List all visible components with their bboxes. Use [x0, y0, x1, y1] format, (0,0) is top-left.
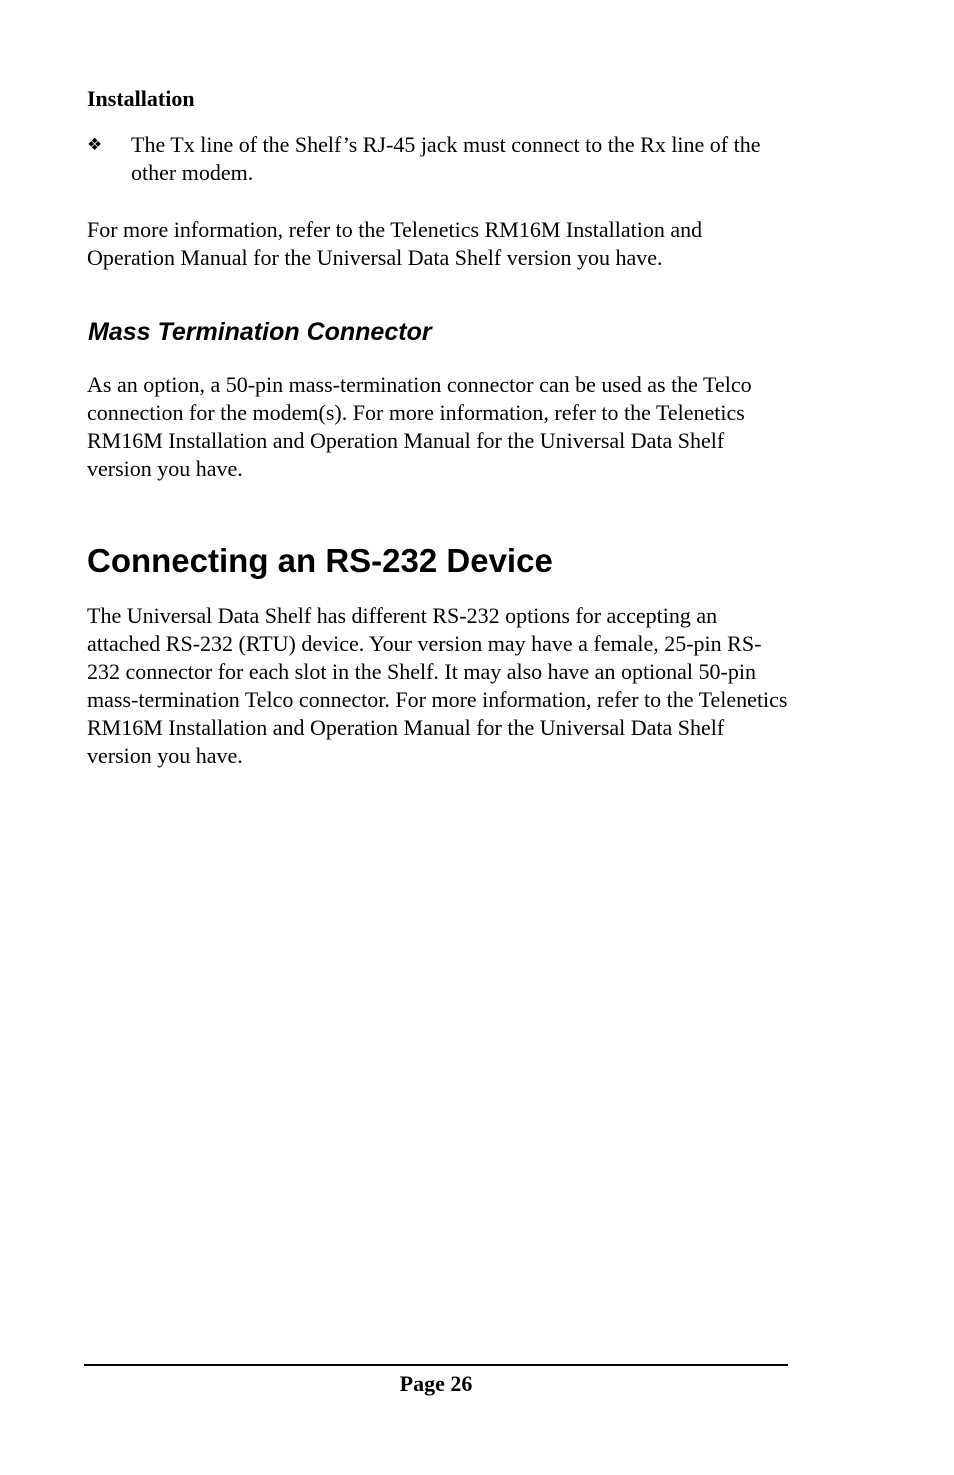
more-info-paragraph: For more information, refer to the Telenetics RM16M Installation and Operation Manual for the Universal Data Shelf version you have. [87, 217, 703, 270]
mass-termination-heading: Mass Termination Connector [88, 318, 432, 346]
footer-divider [84, 1364, 788, 1366]
bullet-list-item [87, 131, 787, 187]
bullet-text: The Tx line of the Shelf’s RJ-45 jack must connect to the Rx line of the other modem. [131, 132, 761, 185]
rs232-paragraph: The Universal Data Shelf has different RS-232 options for accepting an attached RS-232 (RTU) device. Your version may have a female, 25-pin RS-232 connector for each slot in the Shelf. It may also have an optional 50-pin mass-termination Telco connector. For more information, refer to the Telenetics RM16M Installation and Operation Manual for the Universal Data Shelf version you have. [87, 603, 788, 768]
four-diamond-bullet-icon: ❖ [87, 135, 103, 155]
rs232-heading: Connecting an RS-232 Device [87, 542, 553, 579]
mass-termination-paragraph: As an option, a 50-pin mass-termination connector can be used as the Telco connection for the modem(s). For more information, refer to the Telenetics RM16M Installation and Operation Manual for the Universal Data Shelf version you have. [87, 372, 752, 481]
page-number: Page 26 [399, 1371, 473, 1396]
section-label: Installation [87, 86, 195, 111]
